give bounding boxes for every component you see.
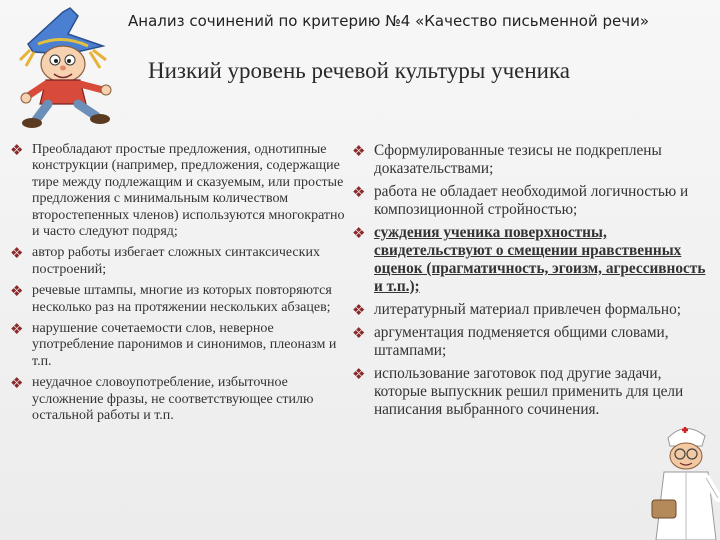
list-item-text: Сформулированные тезисы не подкреплены доказательствами; bbox=[374, 142, 662, 177]
list-item-text-emphasized: суждения ученика поверхностны, свидетельствуют о смещении нравственных оценок (прагматичность, эгоизм, агрессивность и т.п.); bbox=[374, 224, 706, 295]
list-item bbox=[352, 224, 710, 296]
list-item-text: Преобладают простые предложения, однотипные конструкции (например, предложения, содержащие тире между подлежащим и сказуемым, или простые предложения с минимальным количеством второстепенных членов) используются многократно и часто следуют подряд; bbox=[32, 142, 345, 240]
list-item-text: неудачное словоупотребление, избыточное усложнение фразы, не соответствующее стилю остальной работы и т.п. bbox=[32, 375, 314, 424]
left-bullet-list bbox=[10, 142, 345, 430]
diamond-clover-bullet-icon: ❖ bbox=[10, 244, 24, 263]
list-item-text: литературный материал привлечен формально; bbox=[374, 301, 681, 318]
slide-subtitle: Низкий уровень речевой культуры ученика bbox=[148, 58, 571, 83]
diamond-clover-bullet-icon: ❖ bbox=[352, 301, 366, 319]
list-item-text: аргументация подменяется общими словами, штампами; bbox=[374, 324, 669, 359]
list-item bbox=[352, 365, 710, 419]
diamond-clover-bullet-icon: ❖ bbox=[352, 365, 366, 383]
list-item bbox=[10, 375, 345, 424]
list-item bbox=[352, 142, 710, 178]
list-item bbox=[10, 142, 345, 240]
list-item-text: работа не обладает необходимой логичностью и композиционной стройностью; bbox=[374, 183, 689, 218]
list-item bbox=[10, 245, 345, 278]
list-item bbox=[10, 321, 345, 370]
diamond-clover-bullet-icon: ❖ bbox=[352, 324, 366, 342]
diamond-clover-bullet-icon: ❖ bbox=[10, 320, 24, 339]
header-title: Анализ сочинений по критерию №4 «Качество письменной речи» bbox=[128, 12, 650, 30]
diamond-clover-bullet-icon: ❖ bbox=[352, 183, 366, 201]
list-item-text: автор работы избегает сложных синтаксических построений; bbox=[32, 245, 320, 277]
right-bullet-list bbox=[352, 142, 710, 424]
list-item bbox=[352, 183, 710, 219]
scarecrow-figure bbox=[8, 4, 118, 129]
list-item bbox=[352, 324, 710, 360]
diamond-clover-bullet-icon: ❖ bbox=[352, 142, 366, 160]
diamond-clover-bullet-icon: ❖ bbox=[10, 282, 24, 301]
list-item-text: нарушение сочетаемости слов, неверное употребление паронимов и синонимов, плеоназм и т.п. bbox=[32, 321, 337, 369]
list-item bbox=[10, 283, 345, 316]
list-item bbox=[352, 301, 710, 319]
doctor-figure bbox=[650, 420, 720, 540]
diamond-clover-bullet-icon: ❖ bbox=[10, 141, 24, 159]
diamond-clover-bullet-icon: ❖ bbox=[352, 224, 366, 242]
list-item-text: речевые штампы, многие из которых повторяются несколько раз на протяжении нескольких абзацев; bbox=[32, 283, 332, 315]
list-item-text: использование заготовок под другие задачи, которые выпускник решил применить для цели написания выбранного сочинения. bbox=[374, 365, 684, 418]
diamond-clover-bullet-icon: ❖ bbox=[10, 374, 24, 393]
